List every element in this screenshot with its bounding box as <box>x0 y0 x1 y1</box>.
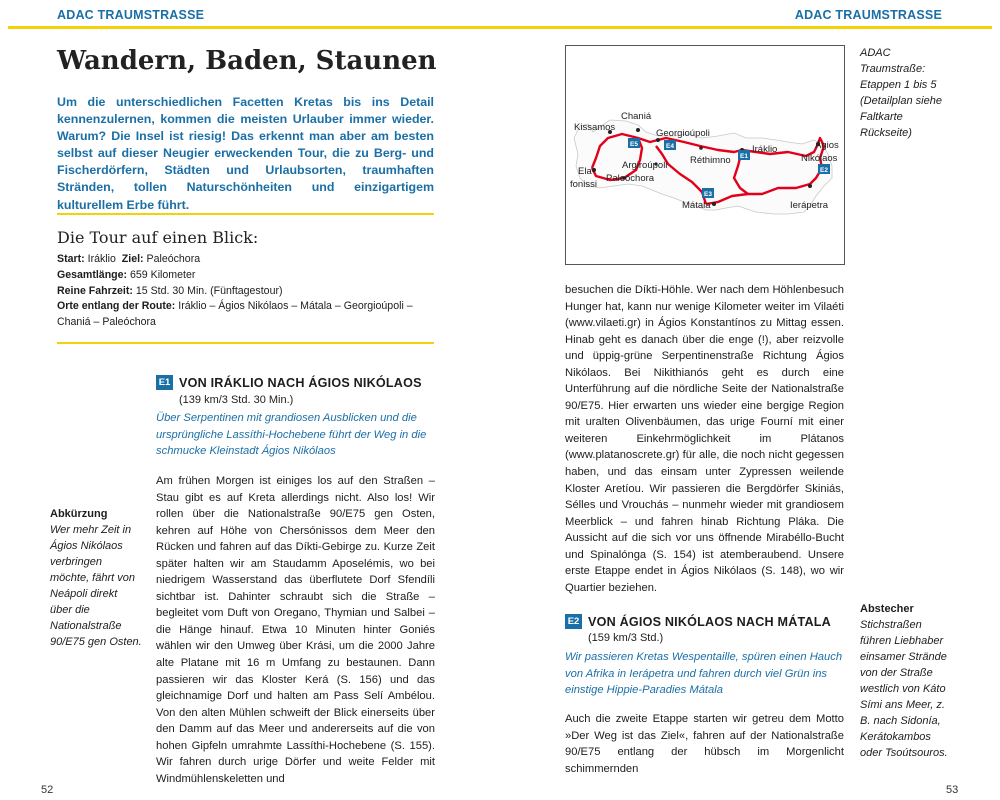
map-label-ela-2: fonissi <box>570 179 597 190</box>
marker-e2 <box>818 164 830 174</box>
stage2-title: VON ÁGIOS NIKÓLAOS NACH MÁTALA <box>588 615 831 629</box>
page-title: Wandern, Baden, Staunen <box>57 46 437 76</box>
stage2-body: Auch die zweite Etappe starten wir getreu dem Motto »Der Weg ist das Ziel«, fahren auf der Nationalstraße 90/E75 entlang der hübsch im Morgenlicht schimmernden <box>565 713 844 775</box>
map-label-rethimno: Réthimno <box>690 155 731 166</box>
map-label-chania: Chaniá <box>621 111 652 122</box>
page-number-left: 52 <box>41 784 54 796</box>
map-label-georgioupoli: Georgioúpoli <box>656 128 710 139</box>
map-label-paleochora: Paleóchora <box>606 173 655 184</box>
svg-text:E2: E2 <box>820 167 828 174</box>
svg-text:E1: E1 <box>740 153 748 160</box>
stage1-badge: E1 <box>156 375 173 390</box>
marker-e4 <box>664 140 676 150</box>
stage1-body: Am frühen Morgen ist einiges los auf den Straßen – Stau gibt es auf Kreta allerdings nicht. Also los! Wir rollen über die Nationalstraße 90/E75 gen Osten, kehren auf Höhe von Chersónissos dem Meer den Rücken und fahren auf das Díkti-Gebirge zu. Kurze Zeit später halten wir am Staudamm Aposelémis, wo bei niedrigem Wasserstand das überflutete Dorf Sfendíli sichtbar ist. Dahinter schraubt sich die Straße – begleitet vom Duft von Oregano, Thymian und Salbei – die Hänge hinauf. Etwa 10 Minuten hinter Goniés wählen wir den Umweg über Krási, um die 2000 Jahre alte Platane mit 16 m Umfang zu bestaunen. Dann passieren wir das Kloster Kerá (S. 156) und das gleichnamige Dorf und halten am Pass Selí Ambélou. Von den alten Mühlen schweift der Blick einerseits über den Damm auf das Meer und andererseits auf die von hohen Gipfeln umrahmte Lassíthi-Hochebene (S. 155). Wir fahren durch urige Dörfer und weite Felder mit Windmühlenskeletten und <box>156 475 435 785</box>
stage2-distance: (159 km/3 Std.) <box>588 632 664 644</box>
overview-facts <box>57 252 437 331</box>
header-rule <box>8 26 992 29</box>
map-label-argiroupoli: Argiroúpoli <box>622 160 668 171</box>
map-label-agios-2: Nikólaos <box>801 153 838 164</box>
marker-e3 <box>702 188 714 198</box>
stage1-continuation: besuchen die Díkti-Höhle. Wer nach dem Höhlenbesuch Hunger hat, kann nur wenige Kilometer weiter im Vilaéti (www.vilaeti.gr) in Ágios Konstantínos zu Mittag essen. Hinab geht es danach über die enge (!), aber reizvolle und üppig-grüne Serpentinenstraße Richtung Ágios Nikólaos. Bei Nikithianós geht es durch eine Unterführung auf die nördliche Seite der Nationalstraße 90/E75. Hier erwarten uns wieder eine bergige Region mit uralten Olivenbäumen, das urige Fourní mit einer weiteren Einkehrmöglichkeit im Plátanos (www.platanoscrete.gr) für alle, die noch nicht gegessen haben, und das einsam unter Zypressen weilende Kloster Aretíou. Wir passieren die Bergdörfer Skiniás, Sélles und Vrouchás – nunmehr wieder mit grandiosem Meerblick – und fahren hinab Richtung Pláka. Die Aussicht auf die sich vor uns öffnende Mirabéllo-Bucht und Spinalónga (S. 154) ist atemberaubend. Unsere erste Etappe endet in Ágios Nikólaos (S. 148), wo wir Quartier beziehen. <box>565 284 844 594</box>
overview-rule-bottom <box>57 342 434 344</box>
sidebar-note-heading: Abkürzung <box>50 508 108 520</box>
fact-places: Orte entlang der Route: Iráklio – Ágios Nikólaos – Mátala – Georgioúpoli – Chaniá – Paleóchora <box>57 300 413 329</box>
map-label-ierapetra: Ierápetra <box>790 200 829 211</box>
map-label-kissamos: Kissamos <box>574 122 616 133</box>
sidebar-note-text: Stichstraßen führen Liebhaber einsamer Strände von der Straße westlich von Káto Sími ans Meer, z. B. nach Sidonía, Kerátokambos oder Tsoútsouros. <box>860 619 948 759</box>
map-label-agios-1: Ágios <box>815 140 839 151</box>
map-label-matala: Mátala <box>682 200 711 211</box>
page-number-right: 53 <box>946 784 959 796</box>
map-label-ela-1: Ela- <box>578 166 595 177</box>
fact-start: Start: Iráklio Ziel: Paleóchora <box>57 253 201 265</box>
sidebar-note-detour <box>860 601 955 761</box>
svg-text:E5: E5 <box>630 141 638 148</box>
stage1-intro: Über Serpentinen mit grandiosen Ausblicken und die ursprüngliche Lassíthi-Hochebene führt der Weg in die schmucke Kleinstadt Ágios Nikólaos <box>156 412 427 458</box>
running-header-left: ADAC TRAUMSTRASSE <box>57 8 205 22</box>
svg-text:E3: E3 <box>704 191 712 198</box>
marker-e5 <box>628 138 640 148</box>
map-label-iraklio: Iráklio <box>752 144 778 155</box>
sidebar-note-heading: Abstecher <box>860 603 914 615</box>
stage2-heading <box>565 613 855 631</box>
stage2-badge: E2 <box>565 614 582 629</box>
stage2-intro: Wir passieren Kretas Wespentaille, spüren einen Hauch von Afrika in Ierápetra und fahren durch viel Grün ins einstige Hippie-Paradies Mátala <box>565 651 843 697</box>
overview-rule-top <box>57 213 434 215</box>
fact-length: Gesamtlänge: 659 Kilometer <box>57 268 196 281</box>
overview-heading: Die Tour auf einen Blick: <box>57 228 259 247</box>
sidebar-note-shortcut <box>50 506 142 650</box>
fact-time: Reine Fahrzeit: 15 Std. 30 Min. (Fünftagestour) <box>57 284 283 297</box>
stage1-heading <box>156 374 446 392</box>
route-map <box>565 45 845 265</box>
running-header-right: ADAC TRAUMSTRASSE <box>794 8 942 22</box>
stage1-title: VON IRÁKLIO NACH ÁGIOS NIKÓLAOS <box>179 376 422 390</box>
marker-e1 <box>738 150 750 160</box>
crete-map-svg <box>566 46 844 264</box>
lead-paragraph: Um die unterschiedlichen Facetten Kretas bis ins Detail kennenzulernen, kommen die meisten Urlauber immer wieder. Warum? Die Insel ist riesig! Das erkennt man aber am besten selbst auf dieser Neugier erweckenden Tour, die zu Berg- und Fischerdörfern, Städten und Urlaubsorten, traumhaften Stränden, tollen Naturschönheiten und einzigartigem kulturellem Erbe führt. <box>57 95 434 212</box>
map-caption: ADAC Traumstraße: Etappen 1 bis 5 (Detailplan siehe Faltkarte Rückseite) <box>860 47 942 139</box>
stage1-distance: (139 km/3 Std. 30 Min.) <box>179 394 294 406</box>
sidebar-note-text: Wer mehr Zeit in Ágios Nikólaos verbringen möchte, fährt von Neápoli direkt über die Nationalstraße 90/E75 gen Osten. <box>50 524 142 648</box>
svg-text:E4: E4 <box>666 143 674 150</box>
